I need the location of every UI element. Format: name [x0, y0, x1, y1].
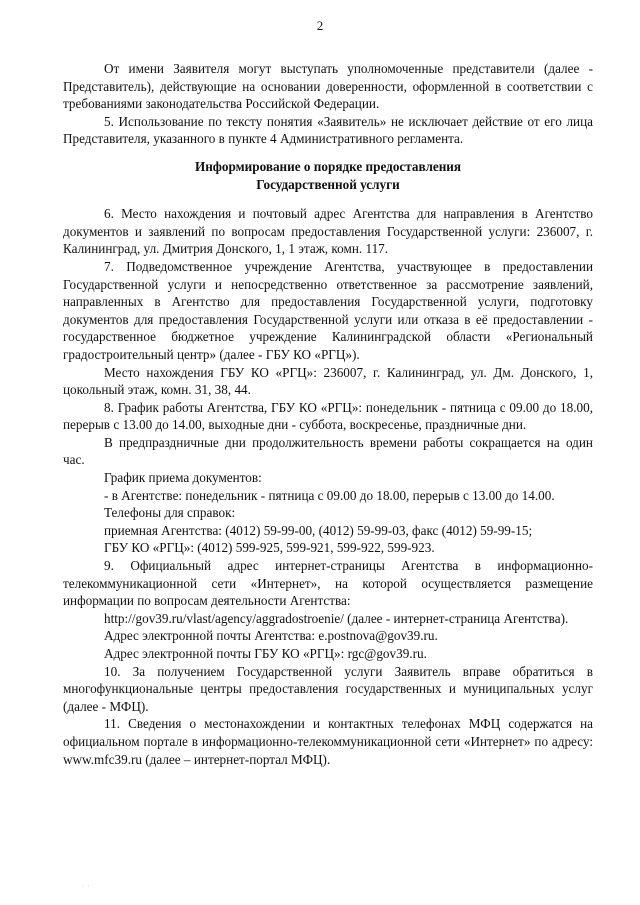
paragraph-item-9: 9. Официальный адрес интернет-страницы Агентства в информационно-телекоммуникационной сети «Интернет», на которой осуществляется размещение информации по вопросам деятельности Агентства:: [63, 558, 593, 609]
paragraph-item-5: 5. Использование по тексту понятия «Заявитель» не исключает действие от его лица Представителя, указанного в пункте 4 Административного регламента.: [63, 113, 593, 147]
paragraph-representatives: От имени Заявителя могут выступать уполномоченные представители (далее - Представитель), действующие на основании доверенности, оформленной в соответствии с требованиями законодательства Российской Федерации.: [63, 61, 593, 112]
paragraph-rgc-location: Место нахождения ГБУ КО «РГЦ»: 236007, г. Калининград, ул. Дм. Донского, 1, цокольный этаж, комн. 31, 38, 44.: [63, 364, 593, 398]
paragraph-item-8: 8. График работы Агентства, ГБУ КО «РГЦ»: понедельник - пятница с 09.00 до 18.00, перерыв с 13.00 до 14.00, выходные дни - суббота, воскресенье, праздничные дни.: [63, 399, 593, 433]
paragraph-rgc-email: Адрес электронной почты ГБУ КО «РГЦ»: rgc@gov39.ru.: [104, 646, 427, 661]
paragraph-agency-email: Адрес электронной почты Агентства: e.postnova@gov39.ru.: [104, 628, 438, 644]
paragraph-item-6: 6. Место нахождения и почтовый адрес Агентства для направления в Агентство документов и заявлений по вопросам предоставления Государственной услуги: 236007, г. Калининград, ул. Дмитрия Донского, 1, 1 этаж, комн. 117.: [63, 206, 593, 257]
section-heading: [63, 158, 593, 193]
paragraph-agency-phones: приемная Агентства: (4012) 59-99-00, (4012) 59-99-03, факс (4012) 59-99-15;: [104, 522, 533, 538]
paragraph-item-7: 7. Подведомственное учреждение Агентства, участвующее в предоставлении Государственной услуги и непосредственно ответственное за рассмотрение заявлений, направленных в Агентство для предоставления Государственной услуги, подготовку документов для предоставления Государственной услуги или отказа в её предоставлении - государственное бюджетное учреждение Калининградской области «Региональный градостроительный центр» (далее - ГБУ КО «РГЦ»).: [63, 258, 593, 362]
section-heading-line-1: Информирование о порядке предоставления: [194, 158, 462, 174]
scan-artifact: · ·: [82, 884, 91, 890]
document-body: [63, 60, 593, 768]
paragraph-preholiday-hours: В предпраздничные дни продолжительность времени работы сокращается на один час.: [63, 434, 593, 468]
paragraph-agency-url: http://gov39.ru/vlast/agency/aggradostroenie/ (далее - интернет-страница Агентства).: [104, 610, 569, 626]
paragraph-item-10: 10. За получением Государственной услуги Заявитель вправе обратиться в многофункциональные центры предоставления государственных и муниципальных услуг (далее - МФЦ).: [63, 663, 593, 714]
paragraph-rgc-phones: ГБУ КО «РГЦ»: (4012) 599-925, 599-921, 599-922, 599-923.: [104, 540, 435, 556]
paragraph-item-11: 11. Сведения о местонахождении и контактных телефонах МФЦ содержатся на официальном портале в информационно-телекоммуникационной сети «Интернет» по адресу: www.mfc39.ru (далее – интернет-портал МФЦ).: [63, 716, 593, 767]
section-heading-line-2: Государственной услуги: [256, 176, 400, 192]
paragraph-phones-title: Телефоны для справок:: [104, 505, 236, 521]
page-number: 2: [316, 18, 324, 33]
paragraph-reception-schedule-title: График приема документов:: [104, 470, 262, 486]
paragraph-reception-schedule: - в Агентстве: понедельник - пятница с 09.00 до 18.00, перерыв с 13.00 до 14.00.: [104, 487, 555, 503]
